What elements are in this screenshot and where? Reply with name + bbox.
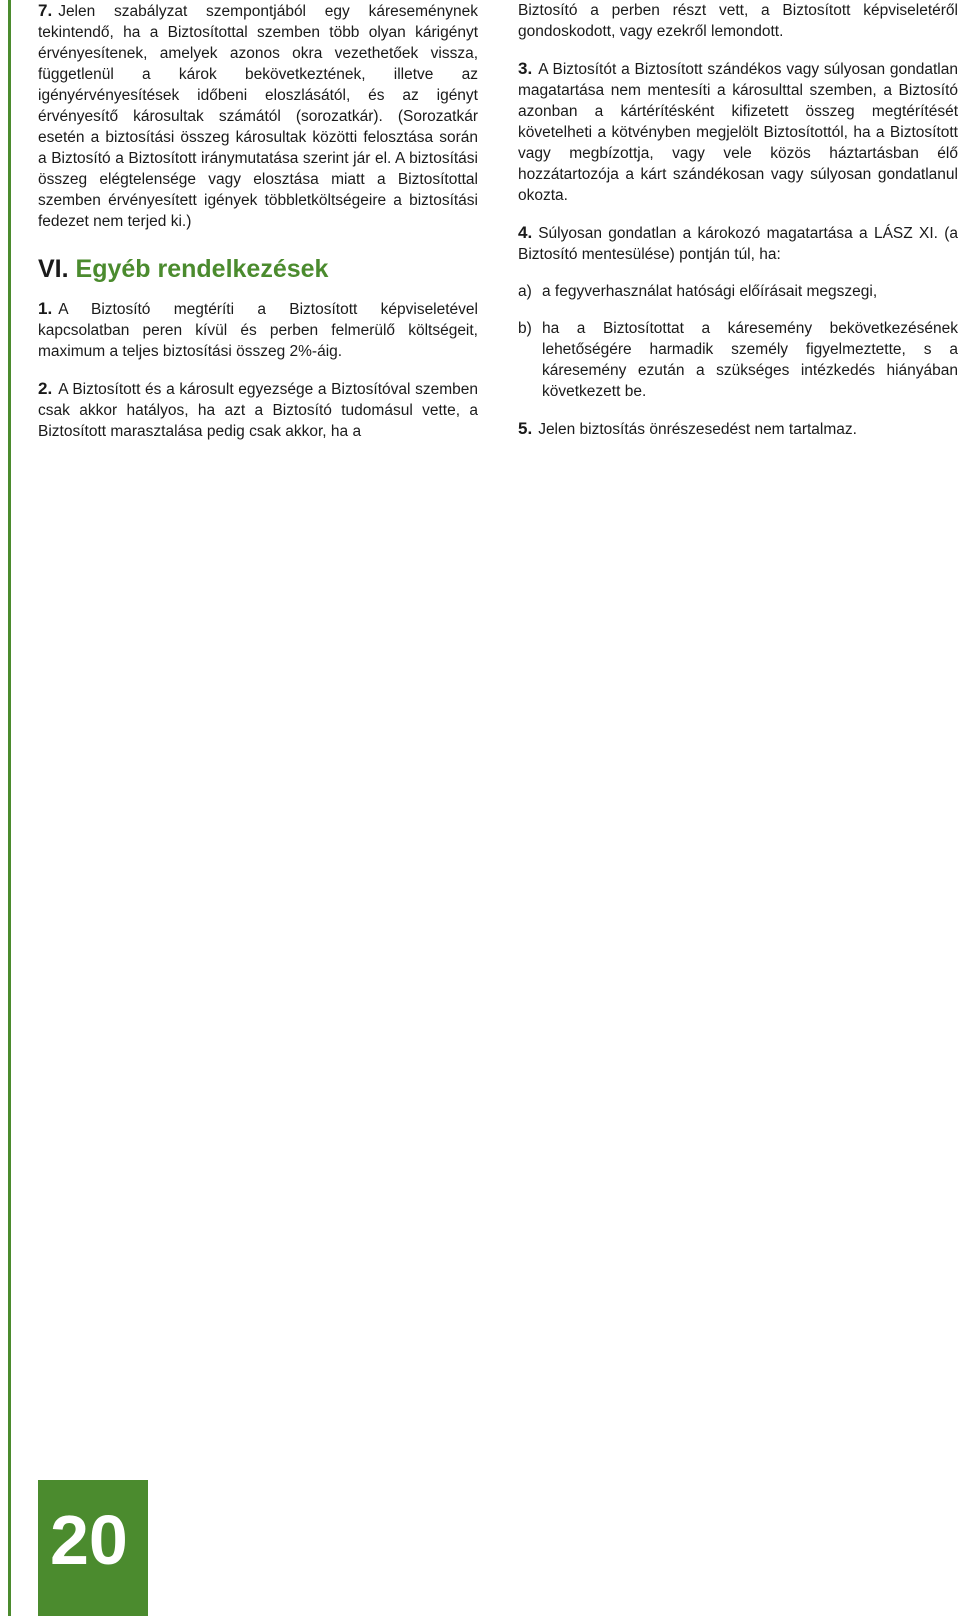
sub-item-text: a fegyverhasználat hatósági előírásait megszegi, bbox=[542, 283, 878, 300]
item-2 bbox=[38, 378, 478, 442]
left-column bbox=[38, 0, 478, 458]
item-number: 2. bbox=[38, 379, 53, 398]
sub-item-text: ha a Biztosítottat a káresemény bekövetkezésének lehetőségére harmadik személy figyelmeztette, s a káresemény ezután a szükséges intézkedés hiányában következett be. bbox=[542, 320, 958, 400]
item-text: A Biztosítót a Biztosított szándékos vagy súlyosan gondatlan magatartása nem mentesíti a károsulttal szemben, a Biztosító azonban a kártérítésként kifizetett összeg megtérítését követelheti a kötvényben megjelölt Biztosítottól, ha a Biztosított vagy megbízottja, vagy vele közös háztartásban élő hozzátartozója a kárt szándékosan vagy súlyosan gondatlanul okozta. bbox=[518, 61, 958, 204]
section-number: VI. bbox=[38, 255, 69, 283]
item-number: 5. bbox=[518, 419, 533, 438]
item-3 bbox=[518, 58, 958, 206]
right-column bbox=[518, 0, 958, 456]
item-number: 1. bbox=[38, 299, 53, 318]
sub-item-b bbox=[518, 318, 958, 402]
item-text: A Biztosított és a károsult egyezsége a Biztosítóval szemben csak akkor hatályos, ha azt a Biztosító tudomásul vette, a Biztosított marasztalása pedig csak akkor, ha a bbox=[38, 381, 478, 440]
item-number: 4. bbox=[518, 223, 533, 242]
item-number: 3. bbox=[518, 59, 533, 78]
item-text: Jelen biztosítás önrészesedést nem tartalmaz. bbox=[538, 421, 857, 438]
sub-item-a bbox=[518, 281, 958, 302]
section-title: Egyéb rendelkezések bbox=[75, 255, 329, 283]
page-number: 20 bbox=[50, 1501, 128, 1579]
item-text: Súlyosan gondatlan a károkozó magatartása a LÁSZ XI. (a Biztosító mentesülése) pontján túl, ha: bbox=[518, 225, 958, 263]
section-heading bbox=[38, 254, 478, 284]
item-1 bbox=[38, 298, 478, 362]
item-text: Jelen szabályzat szempontjából egy káreseménynek tekintendő, ha a Biztosítottal szemben több olyan kárigényt érvényesítenek, amelyek azonos okra vezethetőek vissza, függetlenül a károk bekövetkeztének, illetve az igényérvényesítések időbeni eloszlásától, és az igényt érvényesítő károsultak számától (sorozatkár). (Sorozatkár esetén a biztosítási összeg károsultak közötti felosztása során a Biztosító a Biztosított iránymutatása szerint jár el. A biztosítási összeg elégtelensége vagy elosztása miatt a Biztosítottal szemben érvényesített igények többletköltségeire a biztosítási fedezet nem terjed ki.) bbox=[38, 3, 478, 230]
sub-item-label: b) bbox=[518, 320, 532, 337]
item-text: A Biztosító megtéríti a Biztosított képviseletével kapcsolatban peren kívül és perben felmerülő költségeit, maximum a teljes biztosítási összeg 2%-áig. bbox=[38, 301, 478, 360]
page-number-box bbox=[38, 1480, 148, 1616]
item-5 bbox=[518, 418, 958, 440]
sub-item-label: a) bbox=[518, 283, 532, 300]
item-number: 7. bbox=[38, 1, 53, 20]
item-2-continuation: Biztosító a perben részt vett, a Biztosított képviseletéről gondoskodott, vagy ezekről lemondott. bbox=[518, 2, 958, 40]
item-7 bbox=[38, 0, 478, 232]
left-margin-rule bbox=[8, 0, 11, 1616]
item-4 bbox=[518, 222, 958, 265]
